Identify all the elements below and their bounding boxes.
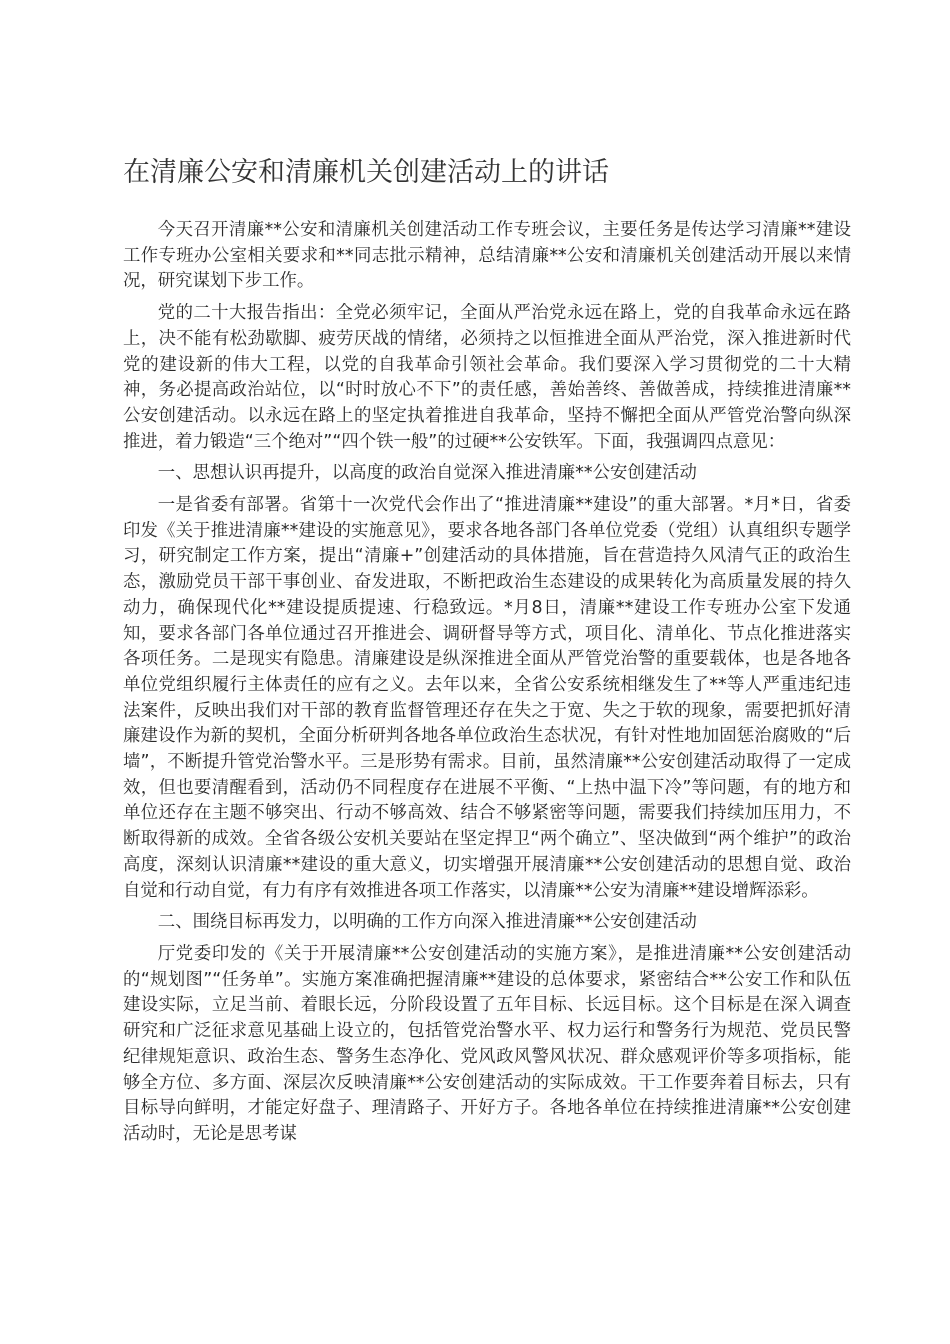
document-title: 在清廉公安和清廉机关创建活动上的讲话 (123, 157, 609, 188)
paragraph-report: 党的二十大报告指出：全党必须牢记，全面从严治党永远在路上，党的自我革命永远在路上，决不能有松劲歇脚、疲劳厌战的情绪，必须持之以恒推进全面从严治党，深入推进新时代党的建设新的伟大工程，以党的自我革命引领社会革命。我们要深入学习贯彻党的二十大精神，务必提高政治站位，以“时时放心不下”的责任感，善始善终、善做善成，持续推进清廉**公安创建活动。以永远在路上的坚定执着推进自我革命，坚持不懈把全面从严管党治警向纵深推进，着力锻造“三个绝对”“四个铁一般”的过硬**公安铁军。下面，我强调四点意见： (123, 303, 851, 452)
section-heading-2: 二、围绕目标再发力，以明确的工作方向深入推进清廉**公安创建活动 (157, 912, 697, 933)
paragraph-section-2: 厅党委印发的《关于开展清廉**公安创建活动的实施方案》，是推进清廉**公安创建活动的“规划图”“任务单”。实施方案准确把握清廉**建设的总体要求，紧密结合**公安工作和队伍建设实际，立足当前、着眼长远，分阶段设置了五年目标、长远目标。这个目标是在深入调查研究和广泛征求意见基础上设立的，包括管党治警水平、权力运行和警务行为规范、党员民警纪律规矩意识、政治生态、警务生态净化、党风政风警风状况、群众感观评价等多项指标，能够全方位、多方面、深层次反映清廉**公安创建活动的实际成效。干工作要奔着目标去，只有目标导向鲜明，才能定好盘子、理清路子、开好方子。各地各单位在持续推进清廉**公安创建活动时，无论是思考谋 (123, 943, 851, 1144)
section-heading-1: 一、思想认识再提升，以高度的政治自觉深入推进清廉**公安创建活动 (157, 463, 697, 484)
paragraph-intro: 今天召开清廉**公安和清廉机关创建活动工作专班会议，主要任务是传达学习清廉**建设工作专班办公室相关要求和**同志批示精神，总结清廉**公安和清廉机关创建活动开展以来情况，研究谋划下步工作。 (123, 220, 851, 292)
paragraph-section-1: 一是省委有部署。省第十一次党代会作出了“推进清廉**建设”的重大部署。*月*日，省委印发《关于推进清廉**建设的实施意见》，要求各地各部门各单位党委（党组）认真组织专题学习，研究制定工作方案，提出“清廉+”创建活动的具体措施，旨在营造持久风清气正的政治生态，激励党员干部干事创业、奋发进取，不断把政治生态建设的成果转化为高质量发展的持久动力，确保现代化**建设提质提速、行稳致远。*月8日，清廉**建设工作专班办公室下发通知，要求各部门各单位通过召开推进会、调研督导等方式，项目化、清单化、节点化推进落实各项任务。二是现实有隐患。清廉建设是纵深推进全面从严管党治警的重要载体，也是各地各单位党组织履行主体责任的应有之义。去年以来，全省公安系统相继发生了**等人严重违纪违法案件，反映出我们对干部的教育监督管理还存在失之于宽、失之于软的现象，需要把抓好清廉建设作为新的契机，全面分析研判各地各单位政治生态状况，有针对性地加固惩治腐败的“后墙”，不断提升管党治警水平。三是形势有需求。目前，虽然清廉**公安创建活动取得了一定成效，但也要清醒看到，活动仍不同程度存在进展不平衡、“上热中温下冷”等问题，有的地方和单位还存在主题不够突出、行动不够高效、结合不够紧密等问题，需要我们持续加压用力，不断取得新的成效。全省各级公安机关要站在坚定捍卫“两个确立”、坚决做到“两个维护”的政治高度，深刻认识清廉**建设的重大意义，切实增强开展清廉**公安创建活动的思想自觉、政治自觉和行动自觉，有力有序有效推进各项工作落实，以清廉**公安为清廉**建设增辉添彩。 (123, 495, 851, 901)
document-page (123, 150, 851, 1154)
